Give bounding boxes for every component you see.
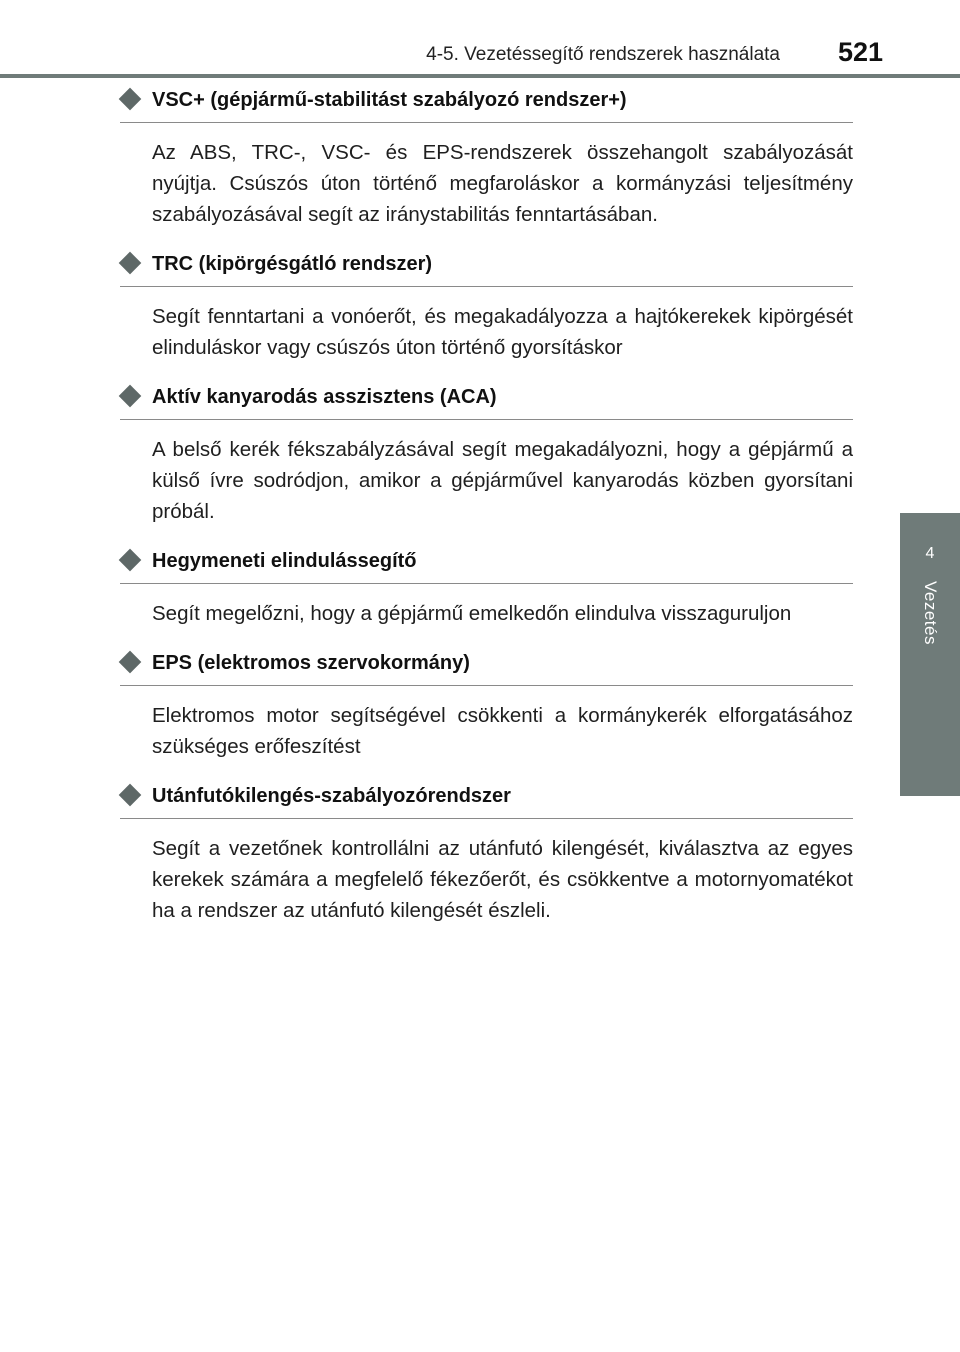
section-title: Utánfutókilengés-szabályozórendszer <box>152 785 511 807</box>
section-heading <box>120 545 853 584</box>
section-trailer-sway <box>120 780 853 926</box>
section-eps <box>120 647 853 762</box>
section-heading <box>120 647 853 686</box>
section-trc <box>120 248 853 363</box>
diamond-bullet-icon <box>119 385 142 408</box>
diamond-bullet-icon <box>119 651 142 674</box>
header-rule <box>0 74 960 78</box>
section-title: Aktív kanyarodás asszisztens (ACA) <box>152 386 497 408</box>
diamond-bullet-icon <box>119 88 142 111</box>
section-heading <box>120 381 853 420</box>
section-title: EPS (elektromos szervokormány) <box>152 652 470 674</box>
section-body: Az ABS, TRC-, VSC- és EPS-rendszerek összehangolt szabályozását nyújtja. Csúszós úton történő megfaroláskor a kormányzási teljesítmény szabályozásával segít az iránystabilitás fenntartásában. <box>152 141 853 226</box>
section-aca <box>120 381 853 527</box>
section-body: Segít a vezetőnek kontrollálni az utánfutó kilengését, kiválasztva az egyes kerekek számára a megfelelő fékezőerőt, és csökkentve a motornyomatékot ha a rendszer az utánfutó kilengését észleli. <box>152 837 853 922</box>
running-header-title: 4-5. Vezetéssegítő rendszerek használata <box>426 44 780 65</box>
section-heading <box>120 248 853 287</box>
section-title: TRC (kipörgésgátló rendszer) <box>152 253 433 275</box>
section-heading <box>120 780 853 819</box>
section-body: A belső kerék fékszabályzásával segít megakadályozni, hogy a gépjármű a külső ívre sodródjon, amikor a gépjárművel kanyarodás közben gyorsítani próbál. <box>152 438 853 523</box>
page-content <box>120 84 853 926</box>
section-title: VSC+ (gépjármű-stabilitást szabályozó rendszer+) <box>152 89 627 111</box>
section-body: Segít megelőzni, hogy a gépjármű emelkedőn elindulva visszaguruljon <box>152 602 792 625</box>
section-vsc <box>120 84 853 230</box>
section-title: Hegymeneti elindulássegítő <box>152 550 417 572</box>
diamond-bullet-icon <box>119 252 142 275</box>
page-number: 521 <box>837 37 883 67</box>
section-heading <box>120 84 853 123</box>
section-body: Elektromos motor segítségével csökkenti a kormánykerék elforgatásához szükséges erőfeszítést <box>152 704 853 758</box>
chapter-label: Vezetés <box>921 581 940 645</box>
diamond-bullet-icon <box>119 784 142 807</box>
section-hill-start <box>120 545 853 629</box>
page-header <box>0 0 960 80</box>
section-body: Segít fenntartani a vonóerőt, és megakadályozza a hajtókerekek kipörgését elinduláskor vagy csúszós úton történő gyorsításkor <box>152 305 853 359</box>
chapter-number: 4 <box>925 545 935 562</box>
diamond-bullet-icon <box>119 549 142 572</box>
chapter-side-tab <box>900 513 960 796</box>
